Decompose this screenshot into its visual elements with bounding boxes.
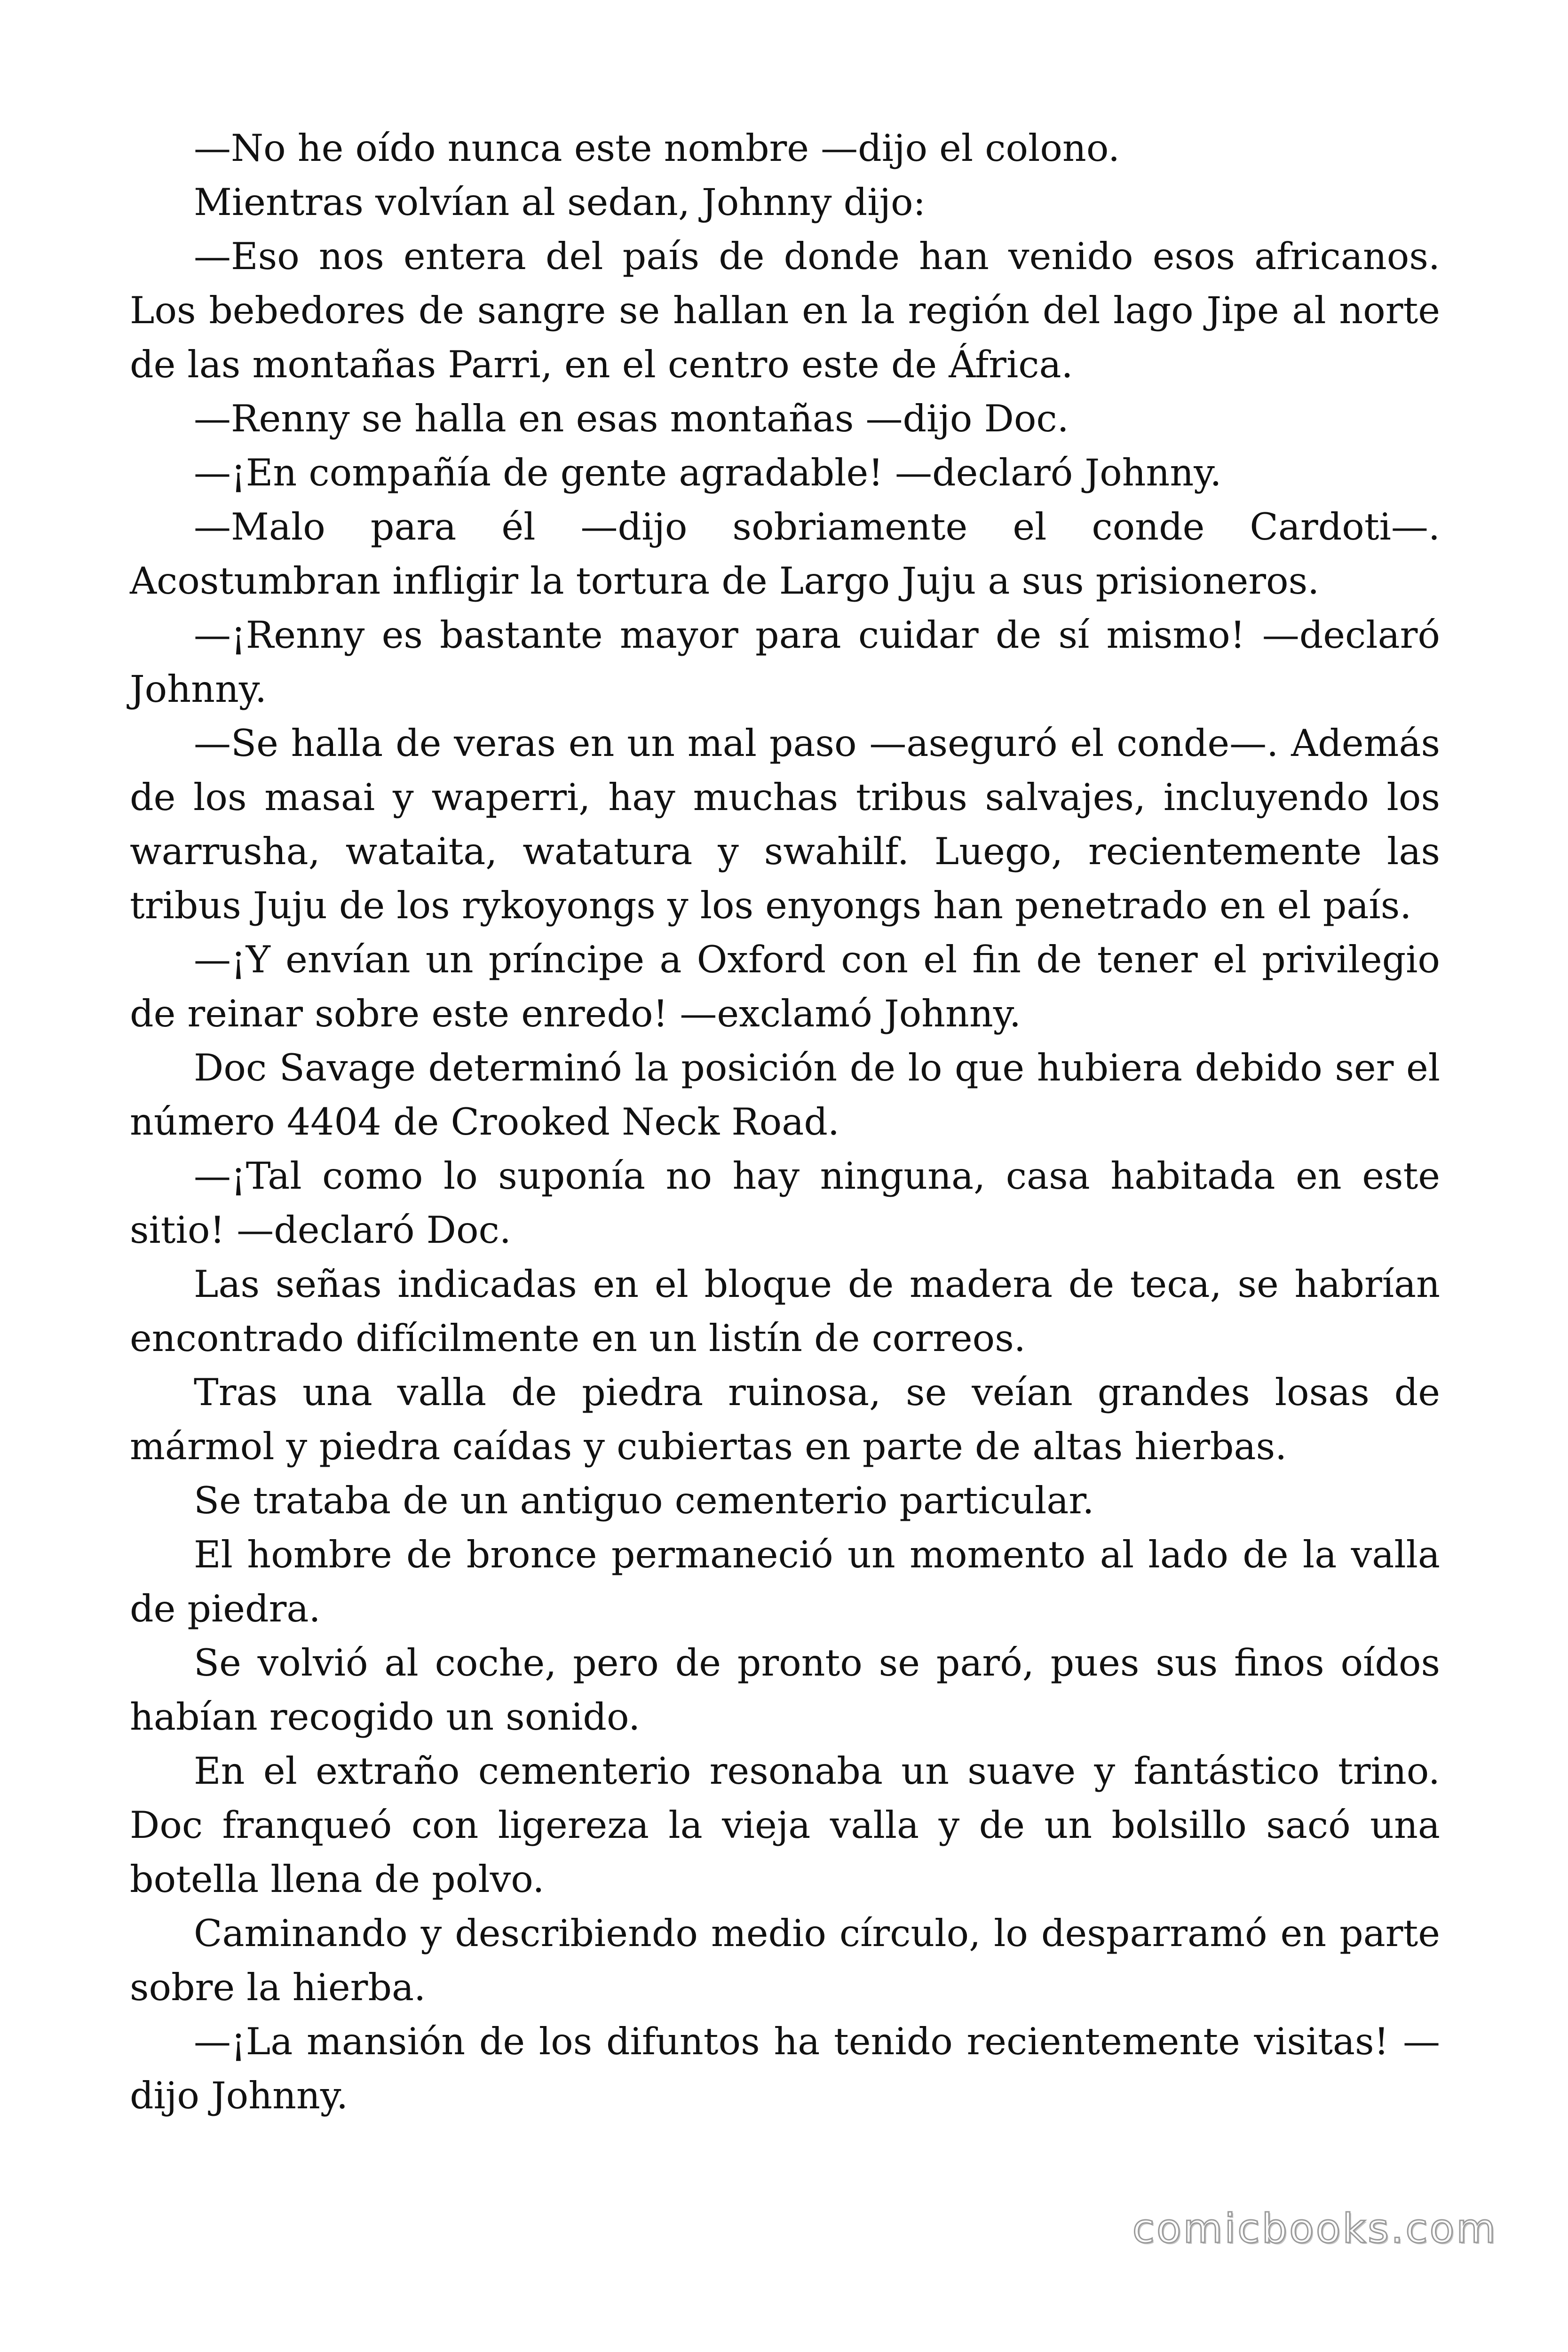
paragraph: Las señas indicadas en el bloque de madera de teca, se habrían encontrado difícilmente en un listín de correos.	[130, 1263, 1440, 1360]
paragraph: —¡La mansión de los difuntos ha tenido recientemente visitas! —dijo Johnny.	[130, 2020, 1440, 2117]
paragraph: —Se halla de veras en un mal paso —aseguró el conde—. Además de los masai y waperri, hay muchas tribus salvajes, incluyendo los warrusha, wataita, watatura y swahilf. Luego, recientemente las tribus Juju de los rykoyongs y los enyongs han penetrado en el país.	[130, 722, 1440, 927]
watermark: comicbooks.com	[1132, 2205, 1497, 2252]
paragraph: —¡En compañía de gente agradable! —declaró Johnny.	[194, 451, 1222, 494]
paragraph: —¡Tal como lo suponía no hay ninguna, casa habitada en este sitio! —declaró Doc.	[130, 1154, 1440, 1252]
paragraph: —Malo para él —dijo sobriamente el conde Cardoti—. Acostumbran infligir la tortura de Largo Juju a sus prisioneros.	[130, 505, 1440, 603]
paragraph: —Renny se halla en esas montañas —dijo Doc.	[194, 397, 1069, 440]
paragraph: Mientras volvían al sedan, Johnny dijo:	[194, 181, 926, 224]
paragraph: En el extraño cementerio resonaba un suave y fantástico trino. Doc franqueó con ligereza la vieja valla y de un bolsillo sacó una botella llena de polvo.	[130, 1749, 1440, 1901]
paragraph: —¡Renny es bastante mayor para cuidar de sí mismo! —declaró Johnny.	[130, 613, 1440, 711]
paragraph: —Eso nos entera del país de donde han venido esos africanos. Los bebedores de sangre se hallan en la región del lago Jipe al norte de las montañas Parri, en el centro este de África.	[130, 235, 1440, 386]
book-page	[130, 121, 1440, 2238]
paragraph: Se trataba de un antiguo cementerio particular.	[194, 1479, 1094, 1522]
paragraph: Tras una valla de piedra ruinosa, se veían grandes losas de mármol y piedra caídas y cubiertas en parte de altas hierbas.	[130, 1371, 1440, 1468]
paragraph: Se volvió al coche, pero de pronto se paró, pues sus finos oídos habían recogido un sonido.	[130, 1641, 1440, 1739]
paragraph: Doc Savage determinó la posición de lo que hubiera debido ser el número 4404 de Crooked Neck Road.	[130, 1046, 1440, 1144]
paragraph: —No he oído nunca este nombre —dijo el colono.	[194, 127, 1120, 170]
paragraph: El hombre de bronce permaneció un momento al lado de la valla de piedra.	[130, 1533, 1440, 1630]
paragraph: Caminando y describiendo medio círculo, lo desparramó en parte sobre la hierba.	[130, 1912, 1440, 2009]
paragraph: —¡Y envían un príncipe a Oxford con el fin de tener el privilegio de reinar sobre este enredo! —exclamó Johnny.	[130, 938, 1440, 1035]
